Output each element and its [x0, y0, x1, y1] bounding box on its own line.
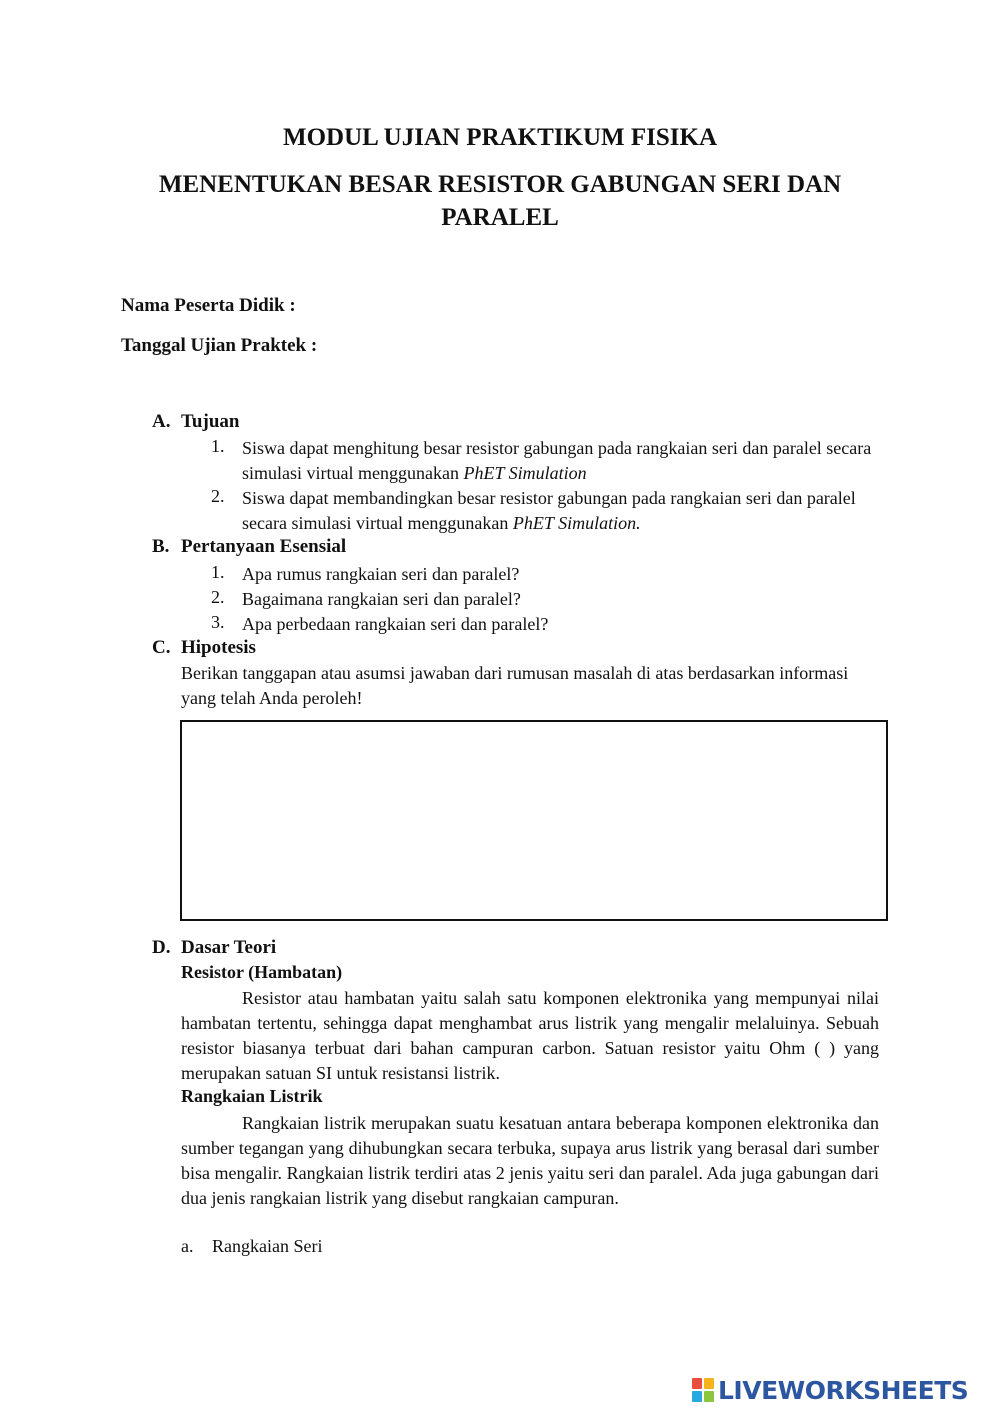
section-a-letter: A.	[152, 411, 171, 432]
list-item: Apa perbedaan rangkaian seri dan paralel?	[242, 614, 549, 634]
list-item-text: Siswa dapat membandingkan besar resistor gabungan pada rangkaian seri dan paralel secara simulasi virtual menggunakan	[242, 488, 856, 533]
list-item-emphasis: PhET Simulation.	[512, 513, 641, 533]
list-item: Bagaimana rangkaian seri dan paralel?	[242, 589, 521, 609]
hypothesis-instruction: Berikan tanggapan atau asumsi jawaban dari rumusan masalah di atas berdasarkan informasi yang telah Anda peroleh!	[181, 663, 849, 708]
series-circuit-heading: Rangkaian Seri	[212, 1236, 323, 1256]
page-title: MODUL UJIAN PRAKTIKUM FISIKA	[282, 124, 718, 151]
section-c-title: Hipotesis	[181, 637, 256, 658]
brand-name: LIVEWORKSHEETS	[718, 1375, 969, 1405]
sub-item-letter: a.	[181, 1236, 194, 1256]
list-item-number: 3.	[211, 612, 225, 632]
list-item-text: Siswa dapat menghitung besar resistor gabungan pada rangkaian seri dan paralel secara simulasi virtual menggunakan	[242, 438, 872, 483]
list-item-emphasis: PhET Simulation	[463, 463, 587, 483]
student-name-label: Nama Peserta Didik :	[121, 295, 296, 316]
resistor-heading: Resistor (Hambatan)	[181, 962, 343, 982]
list-item-number: 2.	[211, 587, 225, 607]
list-item	[242, 436, 882, 486]
section-b-title: Pertanyaan Esensial	[181, 536, 347, 557]
section-d-title: Dasar Teori	[181, 937, 277, 958]
list-item: Apa rumus rangkaian seri dan paralel?	[242, 564, 520, 584]
list-item-number: 1.	[211, 562, 225, 582]
list-item	[242, 486, 882, 536]
circuit-heading: Rangkaian Listrik	[181, 1086, 323, 1106]
circuit-paragraph: Rangkaian listrik merupakan suatu kesatuan antara beberapa komponen elektronika dan sumber tegangan yang dihubungkan secara terbuka, supaya arus listrik yang berasal dari sumber bisa mengalir. Rangkaian listrik terdiri atas 2 jenis yaitu seri dan paralel. Ada juga gabungan dari dua jenis rangkaian listrik yang disebut rangkaian campuran.	[181, 1113, 879, 1208]
exam-date-label: Tanggal Ujian Praktek :	[121, 335, 318, 356]
section-d-letter: D.	[152, 937, 171, 958]
liveworksheets-logo	[692, 1376, 968, 1404]
page-subtitle: MENENTUKAN BESAR RESISTOR GABUNGAN SERI DAN PARALEL	[158, 171, 842, 231]
section-a-title: Tujuan	[181, 411, 240, 432]
resistor-paragraph: Resistor atau hambatan yaitu salah satu komponen elektronika yang mempunyai nilai hambatan tertentu, sehingga dapat menghambat arus listrik yang mengalir melaluinya. Sebuah resistor biasanya terbuat dari bahan campuran carbon. Satuan resistor yaitu Ohm ( ) yang merupakan satuan SI untuk resistansi listrik.	[181, 988, 879, 1083]
section-c-letter: C.	[152, 637, 171, 658]
section-b-letter: B.	[152, 536, 170, 557]
list-item-number: 1.	[211, 436, 225, 456]
list-item-number: 2.	[211, 486, 225, 506]
hypothesis-answer-box[interactable]	[180, 720, 888, 921]
liveworksheets-logo-icon	[692, 1378, 714, 1402]
